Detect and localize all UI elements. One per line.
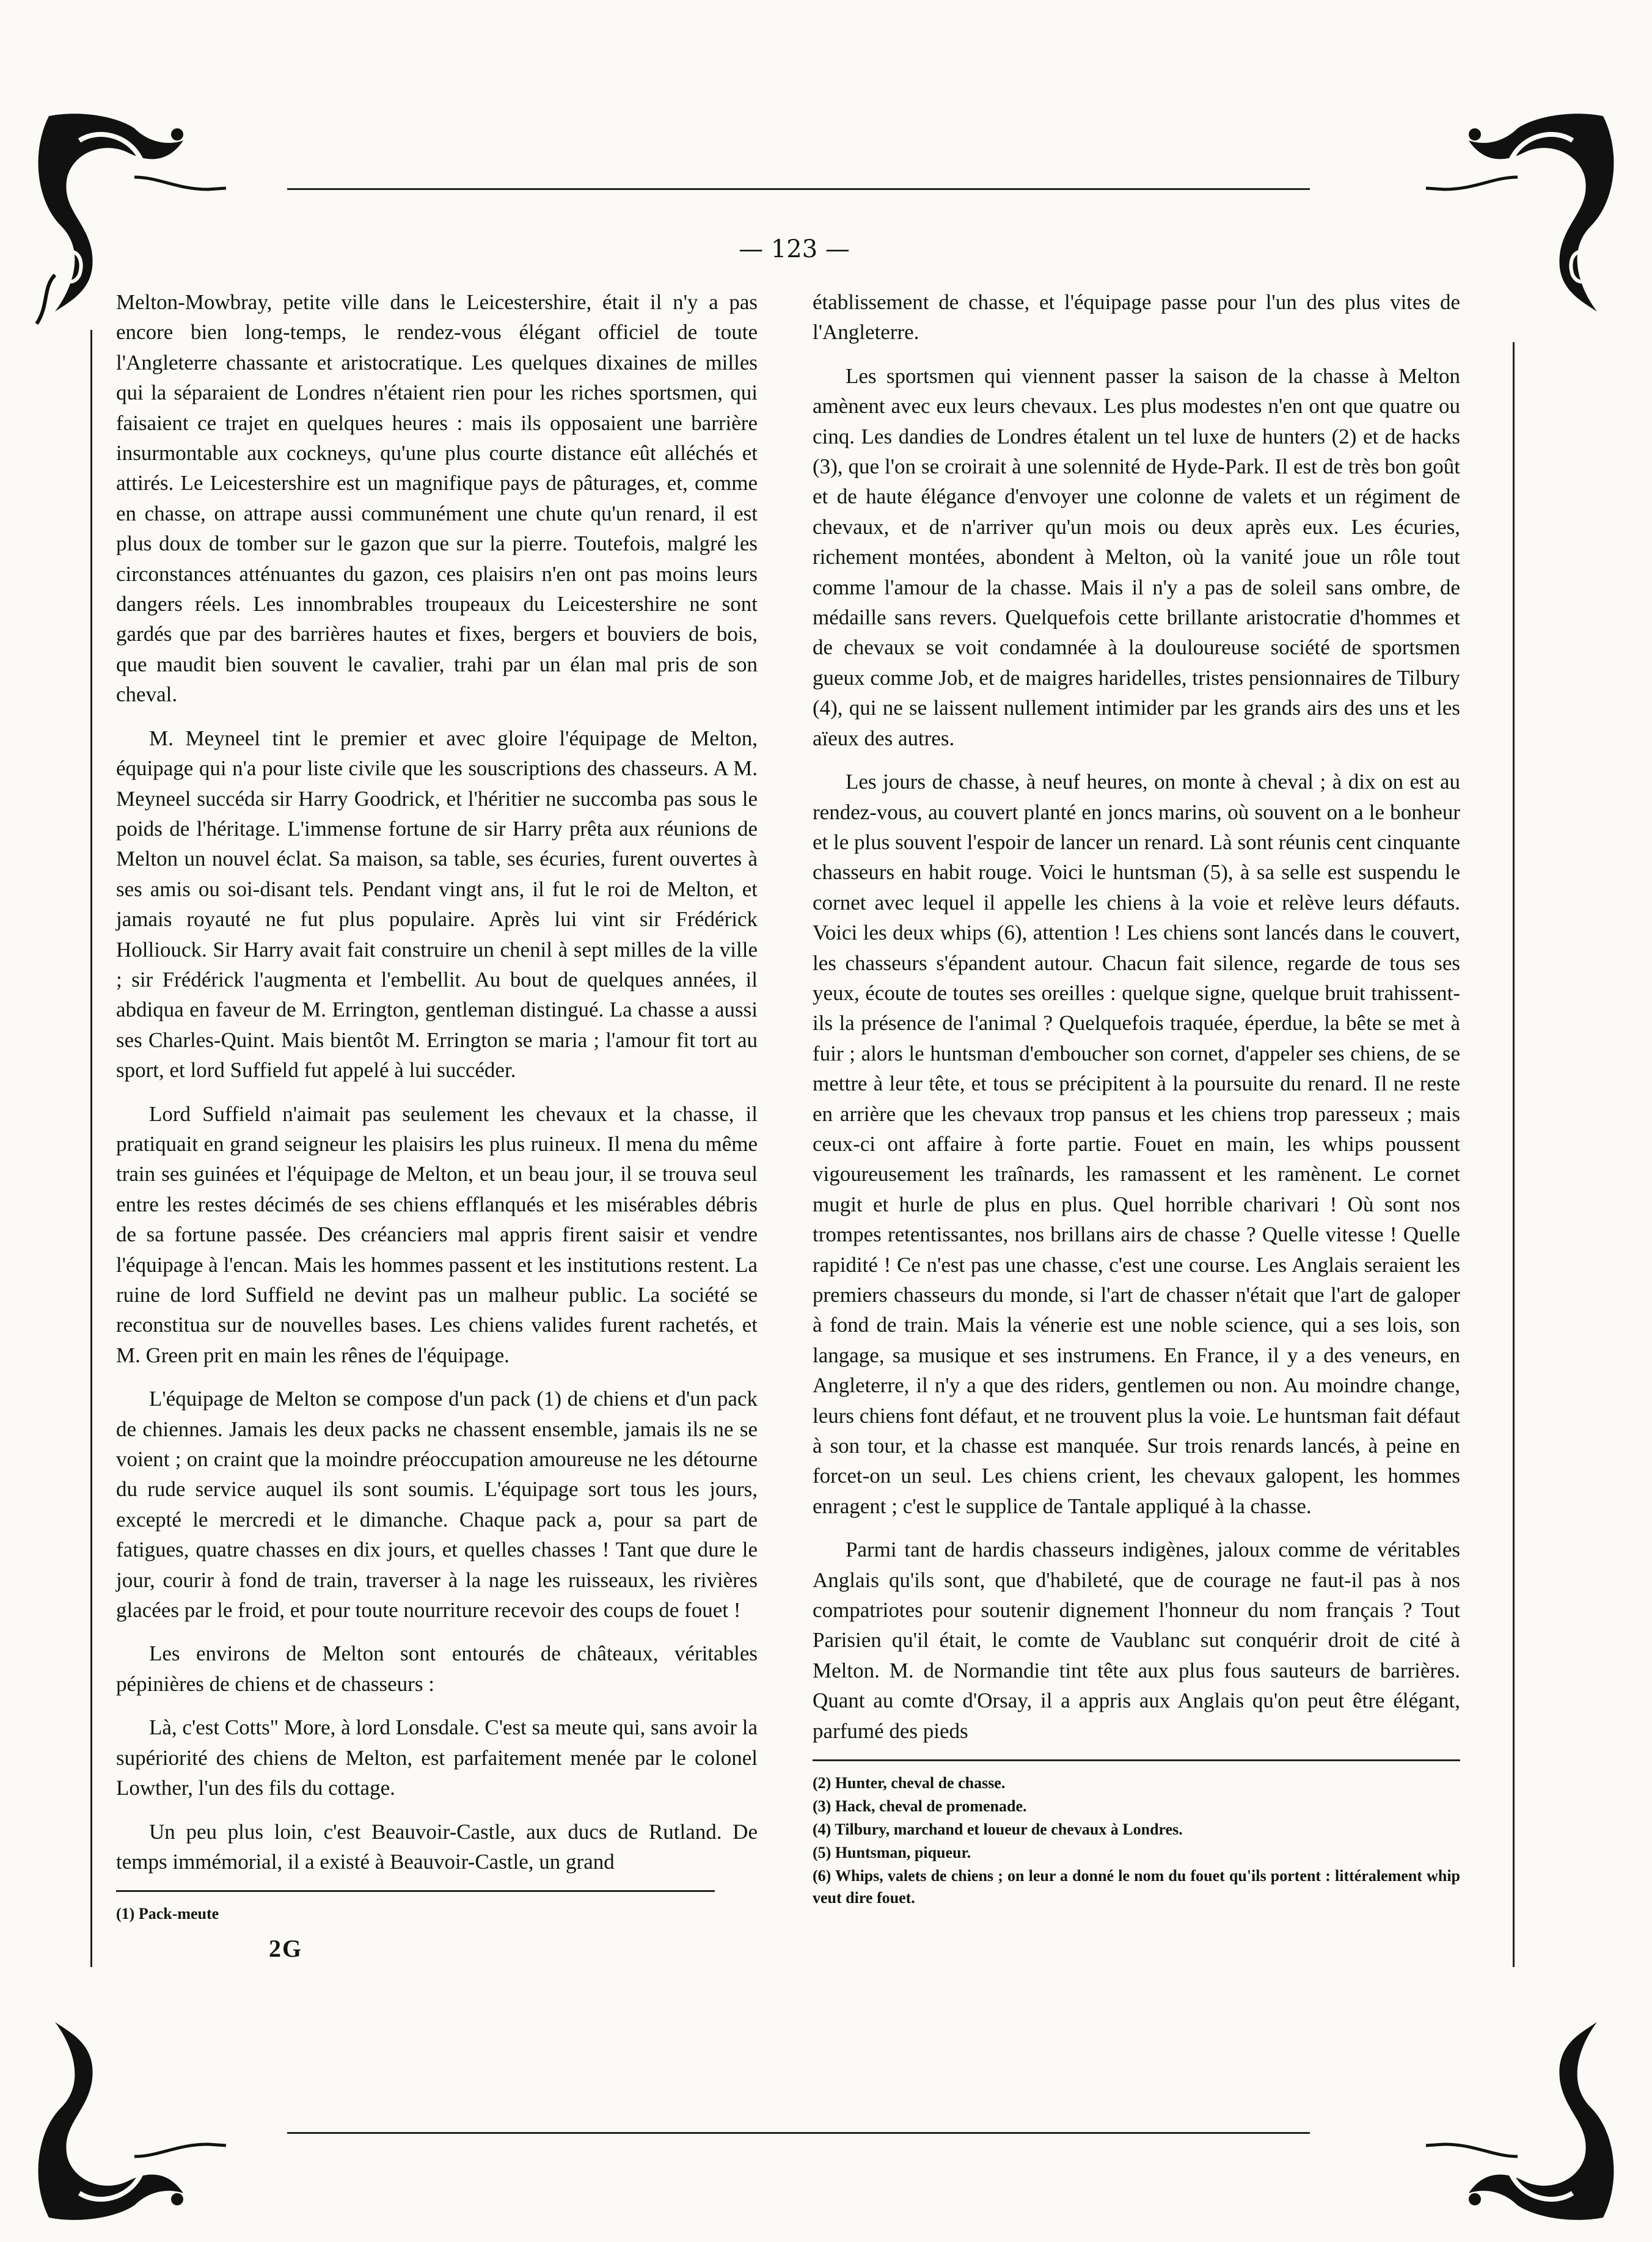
paragraph: établissement de chasse, et l'équipage passe pour l'un des plus vites de l'Angleterre.	[813, 290, 1460, 345]
paragraph: Les environs de Melton sont entourés de châteaux, véritables pépinières de chiens et de chasseurs :	[116, 1641, 758, 1696]
footnote: (1) Pack-meute	[116, 1905, 219, 1923]
frame-rule-bottom	[287, 2132, 1310, 2134]
footnote-rule	[116, 1890, 715, 1892]
left-column	[116, 287, 758, 1964]
corner-ornament-bottom-left	[24, 1985, 244, 2230]
signature-mark: 2G	[269, 1935, 303, 1963]
corner-ornament-bottom-right	[1408, 1985, 1628, 2230]
frame-rule-left	[90, 330, 92, 1967]
paragraph: Là, c'est Cotts" More, à lord Lonsdale. C'est sa meute qui, sans avoir la supériorité des chiens de Melton, est parfaitement menée par le colonel Lowther, l'un des fils du cottage.	[116, 1715, 758, 1800]
scroll-ornament-icon	[1408, 1985, 1628, 2230]
right-column	[813, 287, 1460, 1910]
paragraph: Parmi tant de hardis chasseurs indigènes, jaloux comme de véritables Anglais qu'ils sont, que d'habileté, que de courage ne faut-il pas à nos compatriotes pour soutenir dignement l'honneur du nom français ? Tout Parisien qu'il était, le comte de Vaublanc sut conquérir droit de cité à Melton. M. de Normandie tint tête aux plus fous sauteurs de barrières. Quant au comte d'Orsay, il a appris aux Anglais qu'on peut être élégant, parfumé des pieds	[813, 1538, 1460, 1743]
frame-rule-right	[1513, 342, 1515, 1967]
scroll-ornament-icon	[24, 1985, 244, 2230]
paragraph: L'équipage de Melton se compose d'un pack (1) de chiens et d'un pack de chiennes. Jamais les deux packs ne chassent ensemble, jamais ils ne se voient ; on craint que la moindre préoccupation amoureuse ne les détourne du rude service auquel ils sont soumis. L'équipage sort tous les jours, excepté le mercredi et le dimanche. Chaque pack a, pour sa part de fatigues, quatre chasses en dix jours, et quelles chasses ! Tant que dure le jour, courir à fond de train, traverser à la nage les ruisseaux, les rivières glacées par le froid, et pour toute nourriture recevoir des coups de fouet !	[116, 1387, 758, 1623]
footnote: (5) Huntsman, piqueur.	[813, 1844, 971, 1862]
paragraph: M. Meyneel tint le premier et avec gloire l'équipage de Melton, équipage qui n'a pour liste civile que les souscriptions des chasseurs. A M. Meyneel succéda sir Harry Goodrick, et l'héritier ne succomba pas sous le poids de l'héritage. L'immense fortune de sir Harry prêta aux réunions de Melton un nouvel éclat. Sa maison, sa table, ses écuries, furent ouvertes à ses amis ou soi-disant tels. Pendant vingt ans, il fut le roi de Melton, et jamais royauté ne fut plus populaire. Après lui vint sir Frédérick Holliouck. Sir Harry avait fait construire un chenil à sept milles de la ville ; sir Frédérick l'augmenta et l'embellit. Au bout de quelques années, il abdiqua en faveur de M. Errington, gentleman distingué. La chasse a aussi ses Charles-Quint. Mais bientôt M. Errington se maria ; l'amour fit tort au sport, et lord Suffield fut appelé à lui succéder.	[116, 726, 758, 1083]
footnote: (4) Tilbury, marchand et loueur de chevaux à Londres.	[813, 1820, 1183, 1839]
footnotes-right	[813, 1772, 1460, 1909]
footnote: (2) Hunter, cheval de chasse.	[813, 1774, 1006, 1792]
footnote: (6) Whips, valets de chiens ; on leur a donné le nom du fouet qu'ils portent : littéralement whip veut dire fouet.	[813, 1867, 1460, 1907]
footnote-rule	[813, 1759, 1460, 1761]
page-number: — 123 —	[739, 235, 850, 263]
footnotes-left	[116, 1903, 758, 1925]
footnote: (3) Hack, cheval de promenade.	[813, 1797, 1027, 1816]
frame-rule-top	[287, 188, 1310, 190]
paragraph: Les sportsmen qui viennent passer la saison de la chasse à Melton amènent avec eux leurs chevaux. Les plus modestes n'en ont que quatre ou cinq. Les dandies de Londres étalent un tel luxe de hunters (2) et de hacks (3), que l'on se croirait à une solennité de Hyde-Park. Il est de très bon goût et de haute élégance d'envoyer une colonne de valets et un régiment de chevaux, et de n'arriver qu'un mois ou deux après eux. Les écuries, richement montées, abondent à Melton, où la vanité joue un rôle tout comme l'amour de la chasse. Mais il n'y a pas de soleil sans ombre, de médaille sans revers. Quelquefois cette brillante aristocratie d'hommes et de chevaux se voit condamnée à la douloureuse société de sportsmen gueux comme Job, et de maigres haridelles, tristes pensionnaires de Tilbury (4), qui ne se laissent nullement intimider par les grands airs des uns et les aïeux des autres.	[813, 363, 1460, 750]
paragraph: Un peu plus loin, c'est Beauvoir-Castle, aux ducs de Rutland. De temps immémorial, il a existé à Beauvoir-Castle, un grand	[116, 1819, 758, 1874]
paragraph: Lord Suffield n'aimait pas seulement les chevaux et la chasse, il pratiquait en grand seigneur les plaisirs les plus ruineux. Il mena du même train ses guinées et l'équipage de Melton, et un beau jour, il se trouva seul entre les restes décimés de ses chiens efflanqués et les misérables débris de sa fortune passée. Des créanciers mal appris firent saisir et vendre l'équipage à l'encan. Mais les hommes passent et les institutions restent. La ruine de lord Suffield ne devint pas un malheur public. La société se reconstitua sur de nouvelles bases. Les chiens valides furent rachetés, et M. Green prit en main les rênes de l'équipage.	[116, 1101, 758, 1367]
paragraph: Les jours de chasse, à neuf heures, on monte à cheval ; à dix on est au rendez-vous, au couvert planté en joncs marins, où souvent on a le bonheur et le plus souvent l'espoir de lancer un renard. Là sont réunis cent cinquante chasseurs en habit rouge. Voici le huntsman (5), à sa selle est suspendu le cornet avec lequel il appelle les chiens à la voie et relève leurs défauts. Voici les deux whips (6), attention ! Les chiens sont lancés dans le couvert, les chasseurs s'épandent autour. Chacun fait silence, regarde de tous ses yeux, écoute de toutes ses oreilles : quelque signe, quelque bruit trahissent-ils la présence de l'animal ? Quelquefois traquée, éperdue, la bête se met à fuir ; alors le huntsman d'emboucher son cornet, d'appeler ses chiens, de se mettre à leur tête, et tous se précipitent à la poursuite du renard. Il ne reste en arrière que les chevaux trop pansus et les chiens trop paresseux ; mais ceux-ci ont affaire à forte partie. Fouet en main, les whips poussent vigoureusement les traînards, les ramassent et les ramènent. Le cornet mugit et hurle de plus en plus. Quel horrible charivari ! Où sont nos trompes retentissantes, nos brillans airs de chasse ? Quelle vitesse ! Quelle rapidité ! Ce n'est pas une chasse, c'est une course. Les Anglais seraient les premiers chasseurs du monde, si l'art de chasser n'était que l'art de galoper à fond de train. Mais la vénerie est une noble science, qui a ses lois, son langage, sa musique et ses instrumens. En France, il y a des veneurs, en Angleterre, il n'y a que des riders, gentlemen ou non. Au moindre change, leurs chiens font défaut, et ne trouvent plus la voie. Le huntsman fait défaut à son tour, et la chasse est manquée. Sur trois renards lancés, à peine en forcet-on un seul. Les chiens crient, les chevaux galopent, les hommes enragent ; c'est le supplice de Tantale appliqué à la chasse.	[813, 770, 1460, 1518]
paragraph: Melton-Mowbray, petite ville dans le Leicestershire, était il n'y a pas encore bien long-temps, le rendez-vous élégant officiel de toute l'Angleterre chassante et aristocratique. Les quelques dixaines de milles qui la séparaient de Londres n'étaient rien pour les riches sportsmen, qui faisaient ce trajet en quelques heures : mais ils opposaient une barrière insurmontable aux cockneys, qu'une plus courte distance eût alléchés et attirés. Le Leicestershire est un magnifique pays de pâturages, et, comme en chasse, on attrape aussi communément une chute qu'un renard, il est plus doux de tomber sur le gazon que sur la pierre. Toutefois, malgré les circonstances atténuantes du gazon, ces plaisirs n'en ont pas moins leurs dangers réels. Les innombrables troupeaux du Leicestershire ne sont gardés que par des barrières hautes et fixes, bergers et bouviers de bois, que maudit bien souvent le cavalier, trahi par un élan mal pris de son cheval.	[116, 290, 758, 707]
